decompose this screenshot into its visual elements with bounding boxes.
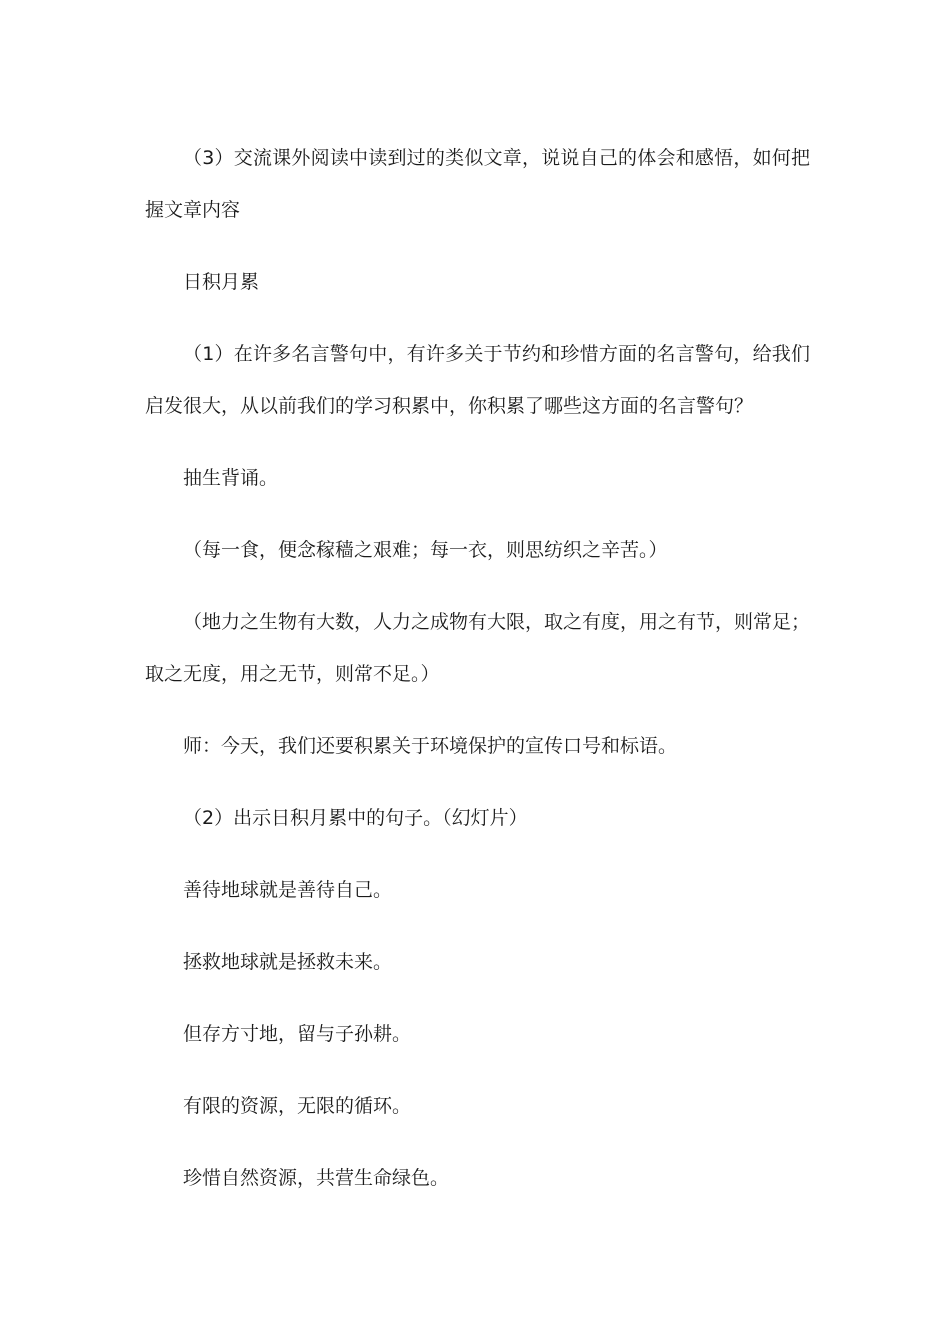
- paragraph-reading-exchange: （3）交流课外阅读中读到过的类似文章，说说自己的体会和感悟，如何把握文章内容: [145, 147, 810, 221]
- quote-food-clothing: （每一食，便念稼穑之艰难；每一衣，则思纺织之辛苦。）: [183, 539, 668, 561]
- paragraph-show-sentences: （2）出示日积月累中的句子。（幻灯片）: [183, 807, 528, 829]
- slogan-item: 拯救地球就是拯救未来。: [183, 951, 393, 973]
- paragraph-spacer: [145, 1132, 810, 1152]
- quote-moderation: （地力之生物有大数，人力之成物有大限，取之有度，用之有节，则常足；取之无度，用之无节，则常不足。）: [145, 611, 811, 685]
- paragraph-spacer: [145, 700, 810, 720]
- paragraph-famous-quotes: （1）在许多名言警句中，有许多关于节约和珍惜方面的名言警句，给我们启发很大，从以前我们的学习积累中，你积累了哪些这方面的名言警句？: [145, 343, 810, 417]
- slogan-item: 珍惜自然资源，共营生命绿色。: [183, 1167, 450, 1189]
- paragraph-spacer: [145, 504, 810, 524]
- paragraph-spacer: [145, 844, 810, 864]
- paragraph-spacer: [145, 308, 810, 328]
- paragraph-recitation: 抽生背诵。: [183, 467, 279, 489]
- paragraph-teacher-intro: 师：今天，我们还要积累关于环境保护的宣传口号和标语。: [183, 735, 678, 757]
- paragraph-spacer: [145, 1060, 810, 1080]
- paragraph-spacer: [145, 988, 810, 1008]
- paragraph-spacer: [145, 236, 810, 256]
- paragraph-spacer: [145, 772, 810, 792]
- document-body: [145, 132, 810, 1204]
- slogan-item: 但存方寸地，留与子孙耕。: [183, 1023, 412, 1045]
- section-heading-accumulation: 日积月累: [183, 271, 260, 293]
- paragraph-spacer: [145, 576, 810, 596]
- slogan-item: 有限的资源，无限的循环。: [183, 1095, 412, 1117]
- paragraph-spacer: [145, 916, 810, 936]
- paragraph-spacer: [145, 432, 810, 452]
- slogan-item: 善待地球就是善待自己。: [183, 879, 393, 901]
